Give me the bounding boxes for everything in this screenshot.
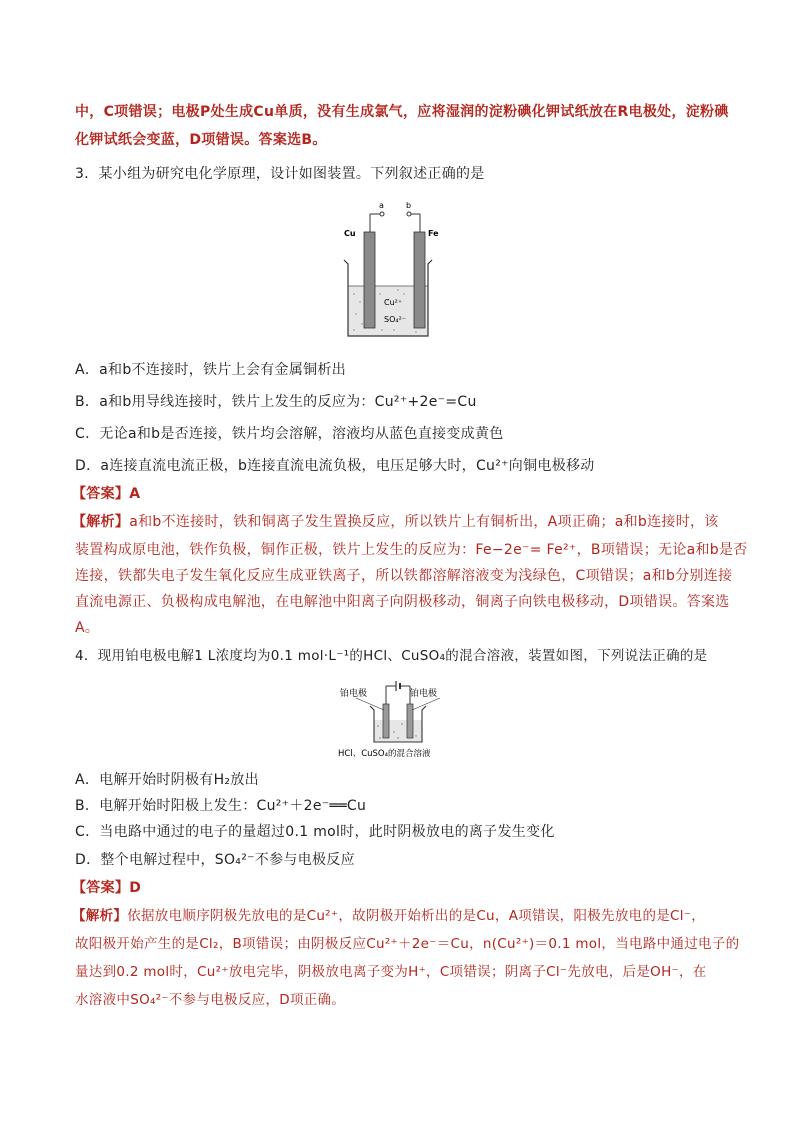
q3-analysis-text-1: a和b不连接时，铁和铜离子发生置换反应，所以铁片上有铜析出，A项正确；a和b连接时，该 [129, 514, 719, 530]
q4-analysis-label: 【解析】 [72, 908, 128, 924]
q3-answer [72, 484, 140, 504]
q4-answer-label: 【答案】 [72, 880, 130, 896]
q4-analysis-line-4: 水溶液中SO₄²⁻不参与电极反应，D项正确。 [75, 992, 346, 1008]
q3-cu-electrode [364, 232, 375, 328]
q4-answer [72, 878, 141, 898]
q4-fig-label-right: 铂电极 [410, 689, 438, 699]
q4-option-b: B．电解开始时阳极上发生：Cu²⁺＋2e⁻══Cu [75, 798, 367, 814]
q3-fig-label-cu: Cu [344, 229, 356, 238]
q3-analysis-line-5: A。 [75, 620, 100, 636]
q3-option-a: A．a和b不连接时，铁片上会有金属铜析出 [75, 362, 347, 378]
q3-option-c: C．无论a和b是否连接，铁片均会溶解，溶液均从蓝色直接变成黄色 [75, 426, 504, 442]
q3-fe-electrode [414, 232, 425, 328]
q3-fig-label-fe: Fe [428, 229, 439, 238]
q3-stem: 3．某小组为研究电化学原理，设计如图装置。下列叙述正确的是 [75, 166, 485, 182]
q3-analysis-line-4: 直流电源正、负极构成电解池，在电解池中阳离子向阴极移动，铜离子向铁电极移动，D项错误。答案选 [75, 594, 730, 610]
q4-fig-caption: HCl、CuSO₄的混合溶液 [338, 749, 431, 759]
q3-answer-value: A [129, 486, 141, 502]
q4-option-c: C．当电路中通过的电子的量超过0.1 mol时，此时阴极放电的离子发生变化 [75, 824, 555, 840]
q3-answer-label: 【答案】 [72, 486, 130, 502]
q3-fig-ion-cu: Cu²⁺ [384, 298, 403, 307]
q4-analysis-line-1 [72, 906, 705, 926]
prev-explanation-line-2: 化钾试纸会变蓝，D项错误。答案选B。 [75, 132, 327, 148]
q3-analysis-line-2: 装置构成原电池，铁作负极，铜作正极，铁片上发生的反应为：Fe−2e⁻= Fe²⁺，B项错误；无论a和b是否 [75, 542, 748, 558]
prev-explanation-line-1: 中，C项错误；电极P处生成Cu单质，没有生成氯气，应将湿润的淀粉碘化钾试纸放在R电极处，淀粉碘 [75, 104, 729, 120]
q3-analysis-line-1 [72, 512, 719, 532]
q4-figure-electrolysis [336, 676, 464, 762]
q4-stem: 4．现用铂电极电解1 L浓度均为0.1 mol·L⁻¹的HCl、CuSO₄的混合溶液，装置如图，下列说法正确的是 [75, 648, 708, 664]
q4-answer-value: D [129, 880, 142, 896]
q4-analysis-line-3: 量达到0.2 mol时，Cu²⁺放电完毕，阴极放电离子变为H⁺，C项错误；阴离子Cl⁻先放电，后是OH⁻，在 [75, 964, 707, 980]
q3-fig-label-b: b [406, 201, 412, 210]
q4-option-a: A．电解开始时阴极有H₂放出 [75, 772, 259, 788]
q4-fig-label-left: 铂电极 [340, 689, 368, 699]
q3-fig-label-a: a [379, 201, 384, 210]
q3-analysis-label: 【解析】 [72, 514, 130, 530]
q4-right-electrode [407, 704, 413, 738]
q4-analysis-text-1: 依据放电顺序阴极先放电的是Cu²⁺，故阴极开始析出的是Cu，A项错误，阳极先放电的是Cl⁻， [127, 908, 706, 924]
q4-analysis-line-2: 故阳极开始产生的是Cl₂，B项错误；由阴极反应Cu²⁺＋2e⁻＝Cu，n(Cu²⁺)＝0.1 mol，当电路中通过电子的 [75, 936, 740, 952]
q4-option-d: D．整个电解过程中，SO₄²⁻不参与电极反应 [75, 852, 355, 868]
q3-analysis-line-3: 连接，铁都失电子发生氧化反应生成亚铁离子，所以铁都溶解溶液变为浅绿色，C项错误；a和b分别连接 [75, 568, 733, 584]
q3-option-d: D．a连接直流电流正极，b连接直流电流负极，电压足够大时，Cu²⁺向铜电极移动 [75, 458, 595, 474]
q3-option-b: B．a和b用导线连接时，铁片上发生的反应为：Cu²⁺+2e⁻=Cu [75, 394, 477, 410]
q4-left-electrode [383, 704, 389, 738]
q3-figure-beaker [332, 198, 442, 344]
q3-fig-ion-so4: SO₄²⁻ [384, 315, 407, 324]
